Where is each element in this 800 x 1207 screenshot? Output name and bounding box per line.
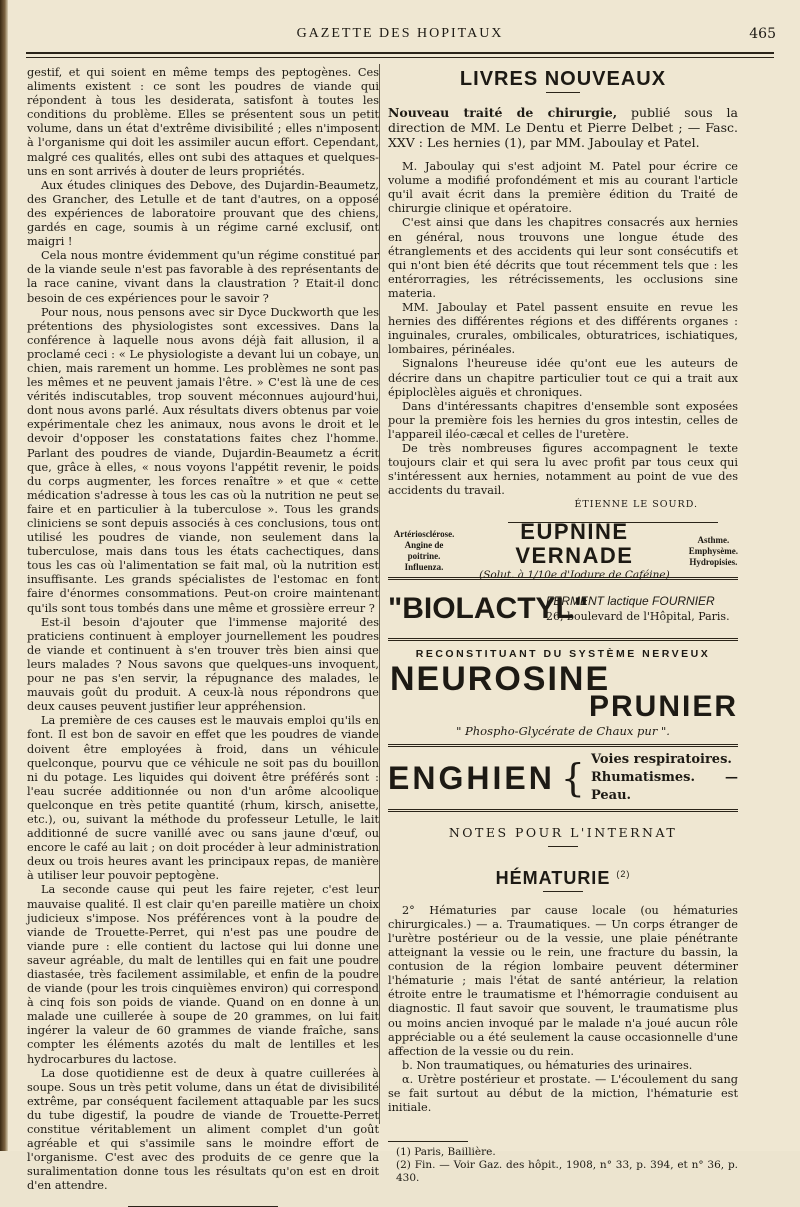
ad-eupnine-indication: Artériosclérose. bbox=[393, 529, 455, 540]
article-title-text: HÉMATURIE bbox=[495, 867, 611, 888]
page-number: 465 bbox=[749, 26, 776, 42]
ad-enghien-line: Rhumatismes. — Peau. bbox=[590, 769, 738, 803]
paragraph: La seconde cause qui peut les faire rejeter, c'est leur mauvaise qualité. Il est clair qu'en pareille matière un choix judicieux s'impose. Nos préférences vont à la poudre de viande de Trouette-Perret, qui n'est pas une poudre de viande pure : elle contient du lactose qui lui donne une saveur agréable, du malt de lentilles qui en fait une poudre diastasée, très facilement assimilable, et enfin de la poudre de viande (pour les trois cinquièmes environ) qui correspond à cinq fois son poids de viande. Quand on en donne à un malade une cuillerée à soupe de 20 grammes, on lui fait ingérer la valeur de 60 grammes de viande fraîche, sans compter les éléments azotés du malt de lentilles et les hydrocarbures du lactose. bbox=[27, 883, 379, 1066]
ad-biolactyl bbox=[388, 586, 738, 632]
paragraph: La première de ces causes est le mauvais emploi qu'ils en font. Il est bon de savoir en effet que les poudres de viande doivent être employées à froid, dans un véhicule quelconque, pourvu que ce véhicule ne soit pas du bouillon ni du potage. Les liquides qui doivent être préférés sont : l'eau sucrée additionnée ou non d'un arôme alcoolique quelconque en très petite quantité (rhum, kirsch, anisette, etc.), ou, suivant la méthode du professeur Letulle, le lait additionné de sucre vanillé avec ou sans jaune d'œuf, ou encore le café au lait ; on doit procéder à leur administration deux ou trois heures avant les principaux repas, de manière à utiliser leur pouvoir peptogène. bbox=[27, 714, 379, 883]
article-title-footnote-ref: (2) bbox=[616, 868, 631, 879]
book-details: publié sous la direction de MM. Le Dentu et Pierre Delbet ; — Fasc. XXV : Les hernies (1), par MM. Jaboulay et Patel. bbox=[388, 105, 738, 151]
column-divider bbox=[379, 64, 380, 1124]
ad-separator bbox=[388, 638, 738, 641]
paragraph: La dose quotidienne est de deux à quatre cuillerées à soupe. Sous un très petit volume, dans un état de divisibilité extrême, par conséquent facilement attaquable par les sucs du tube digestif, la poudre de viande de Trouette-Perret constitue véritablement un aliment complet d'un goût agréable et qui s'assimile sans le moindre effort de l'organisme. C'est avec des produits de ce genre que la suralimentation donne tous les résultats qu'on est en droit d'en attendre. bbox=[27, 1066, 379, 1193]
paragraph: Aux études cliniques des Debove, des Dujardin-Beaumetz, des Grancher, des Letulle et de tant d'autres, on a opposé des expériences de laboratoire prouvant que des chiens, gardés en cage, soumis à un régime carné exclusif, ont maigri ! bbox=[27, 178, 379, 249]
running-title: GAZETTE DES HOPITAUX bbox=[296, 26, 504, 41]
article-end-rule bbox=[128, 1206, 278, 1207]
ad-biolactyl-logo: "BIOLACTYL" bbox=[388, 592, 589, 626]
header-rule bbox=[26, 52, 774, 58]
review-paragraph: C'est ainsi que dans les chapitres consacrés aux hernies en général, nous trouvons une longue étude des étranglements et des accidents qui leur sont consécutifs et qui n'ont bien été décrits que tout récemment tels que : les entérorragies, les rétrécissements, les occlusions sine materia. bbox=[388, 216, 738, 300]
ad-biolactyl-address: 26, boulevard de l'Hôpital, Paris. bbox=[546, 610, 730, 624]
ad-eupnine-indication: Hydropisies. bbox=[689, 556, 738, 567]
footnote: (2) Fin. — Voir Gaz. des hôpit., 1908, n° 33, p. 394, et n° 36, p. 430. bbox=[396, 1159, 738, 1185]
ad-enghien bbox=[388, 753, 738, 803]
review-signature: ÉTIENNE LE SOURD. bbox=[574, 499, 698, 511]
right-column bbox=[388, 66, 738, 1185]
footnote-rule bbox=[388, 1141, 468, 1142]
ad-enghien-line: Voies respiratoires. bbox=[590, 751, 732, 767]
notes-section-title: NOTES POUR L'INTERNAT bbox=[448, 824, 678, 840]
ad-enghien-brand: ENGHIEN bbox=[388, 759, 555, 796]
review-paragraph: MM. Jaboulay et Patel passent ensuite en revue les hernies des différentes régions et des différents organes : inguinales, crurales, ombilicales, obturatrices, ischiatiques, lombaires, périnéales. bbox=[388, 301, 738, 357]
ad-biolactyl-line: FERMENT lactique FOURNIER bbox=[546, 594, 715, 609]
ad-eupnine-center bbox=[460, 520, 689, 582]
ad-separator bbox=[388, 809, 738, 812]
brace-icon: { bbox=[560, 755, 585, 800]
footnote: (1) Paris, Baillière. bbox=[396, 1146, 496, 1159]
ad-neurosine bbox=[388, 647, 738, 737]
ad-eupnine-subtitle: (Solut. à 1/10e d'Iodure de Caféine) bbox=[479, 569, 670, 582]
article-paragraph: 2° Hématuries par cause locale (ou hématuries chirurgicales.) — a. Traumatiques. — Un corps étranger de l'urètre postérieur ou de la vessie, une plaie pénétrante atteignant la vessie ou le rein, une fracture du bassin, la contusion de la région lombaire peuvent déterminer l'hématurie ; mais l'état de santé antérieur, la relation étroite entre le traumatisme et l'hémorragie conduisent au diagnostic. Il faut savoir que souvent, le traumatisme plus ou moins ancien invoqué par le malade n'a joué aucun rôle appréciable ou a été seulement la cause occasionnelle d'une affection de la vessie ou du rein. bbox=[388, 903, 738, 1058]
ad-eupnine-indication: Influenza. bbox=[404, 562, 444, 573]
book-title: Nouveau traité de chirurgie, bbox=[388, 105, 618, 121]
article-title-rule bbox=[543, 891, 583, 892]
page-header bbox=[22, 26, 778, 48]
page-binding-edge bbox=[0, 0, 8, 1151]
ad-neurosine-brand-prunier: PRUNIER bbox=[588, 689, 738, 723]
ad-eupnine-indication: Asthme. bbox=[697, 534, 730, 545]
ad-eupnine-right bbox=[689, 535, 738, 568]
article-paragraph: b. Non traumatiques, ou hématuries des urinaires. bbox=[402, 1058, 693, 1072]
review-paragraph: Dans d'intéressants chapitres d'ensemble sont exposées pour la première fois les hernies du gros intestin, celles de l'appareil iléo-cæcal et celles de l'uretère. bbox=[388, 399, 738, 441]
ad-neurosine-brand: NEUROSINE bbox=[390, 659, 611, 698]
ad-enghien-lines bbox=[591, 751, 738, 805]
review-paragraph: Signalons l'heureuse idée qu'ont eue les auteurs de décrire dans un chapitre particulier tout ce qui a trait aux épiploclèles aiguës et chroniques. bbox=[388, 357, 738, 399]
ad-eupnine bbox=[388, 519, 738, 582]
paragraph: Cela nous montre évidemment qu'un régime constitué par de la viande seule n'est pas favorable à des représentants de la race canine, vivant dans la claustration ? Etait-il donc besoin de ces expériences pour le savoir ? bbox=[27, 249, 379, 305]
ad-eupnine-left bbox=[388, 529, 460, 573]
ad-biolactyl-text bbox=[546, 594, 730, 624]
notes-rule bbox=[548, 846, 578, 847]
ad-eupnine-indication: Angine de poitrine. bbox=[404, 540, 444, 562]
review-paragraph: De très nombreuses figures accompagnent le texte toujours clair et qui sera lu avec profit par tous ceux qui s'intéressent aux hernies, notamment au point de vue des accidents du travail. bbox=[388, 441, 738, 498]
article-paragraph: α. Urètre postérieur et prostate. — L'écoulement du sang se fait surtout au début de la miction, l'hématurie est initiale. bbox=[388, 1072, 738, 1115]
ad-eupnine-brand: EUPNINE VERNADE bbox=[515, 519, 634, 569]
section-title: LIVRES NOUVEAUX bbox=[459, 68, 667, 90]
book-reference bbox=[388, 105, 738, 150]
article-title bbox=[388, 867, 738, 888]
paragraph: gestif, et qui soient en même temps des peptogènes. Ces aliments existent : ce sont les poudres de viande qui répondent à tous les desiderata, satisfont à toutes les conditions du problème. Elles se présentent sous un petit volume, dans un état d'extrême divisibilité ; elles n'imposent à l'organisme qui doit les assimiler aucun effort. Cependant, malgré ces qualités, elles ont subi des attaques et quelques-uns en sont arrivés à douter de leurs propriétés. bbox=[27, 66, 379, 178]
title-rule bbox=[546, 92, 580, 93]
paragraph: Est-il besoin d'ajouter que l'immense majorité des praticiens continuent à employer journellement les poudres de viande et continuent à s'en trouver très bien ainsi que leurs malades ? Nous savons que quelques-uns invoquent, pour ne pas s'en servir, la répugnance des malades, le mauvais goût du produit. A ceux-là nous répondrons que deux causes peuvent justifier leur appréhension. bbox=[27, 615, 379, 714]
review-paragraph: M. Jaboulay qui s'est adjoint M. Patel pour écrire ce volume a modifié profondément et mis au courant l'article qu'il avait écrit dans la première édition du Traité de chirurgie clinique et opératoire. bbox=[388, 160, 738, 216]
signature-line bbox=[388, 498, 738, 512]
paragraph: Pour nous, nous pensons avec sir Dyce Duckworth que les prétentions des physiologistes sont excessives. Dans la conférence à laquelle nous avons déjà fait allusion, il a proclamé ceci : « Le physiologiste a devant lui un cobaye, un chien, mais rarement un homme. Les problèmes ne sont pas les mêmes et ne peuvent jamais l'être. » C'est là une de ces vérités indiscutables, trop souvent méconnues aujourd'hui, dont nous avons parlé. Aux résultats divers obtenus par voie expérimentale chez les animaux, nous avons le droit et le devoir d'opposer les constatations faites chez l'homme. Parlant des poudres de viande, Dujardin-Beaumetz a écrit que, grâce à elles, « nous voyons l'appétit revenir, le poids du corps augmenter, les forces renaître » et que « cette médication s'adresse à tous les cas où la nutrition ne peut se faire et en particulier à la tuberculose ». Tous les grands cliniciens se sont depuis associés à ces conclusions, tous ont utilisé les poudres de viande, non seulement dans la tuberculose, mais dans tous les états cachectiques, dans tous les cas où l'alimentation se fait mal, où la nutrition est insuffisante. Les grands spécialistes de l'estomac en font faire d'énormes consommations. Peut-on croire maintenant qu'ils sont tous tombés dans une même et grossière erreur ? bbox=[27, 305, 379, 615]
ad-separator bbox=[388, 744, 738, 747]
ad-neurosine-tagline: RECONSTITUANT DU SYSTÈME NERVEUX bbox=[415, 648, 711, 661]
left-column bbox=[27, 66, 379, 1207]
ad-eupnine-indication: Emphysème. bbox=[688, 545, 738, 556]
ad-neurosine-subtitle: " Phospho-Glycérate de Chaux pur ". bbox=[456, 723, 670, 738]
